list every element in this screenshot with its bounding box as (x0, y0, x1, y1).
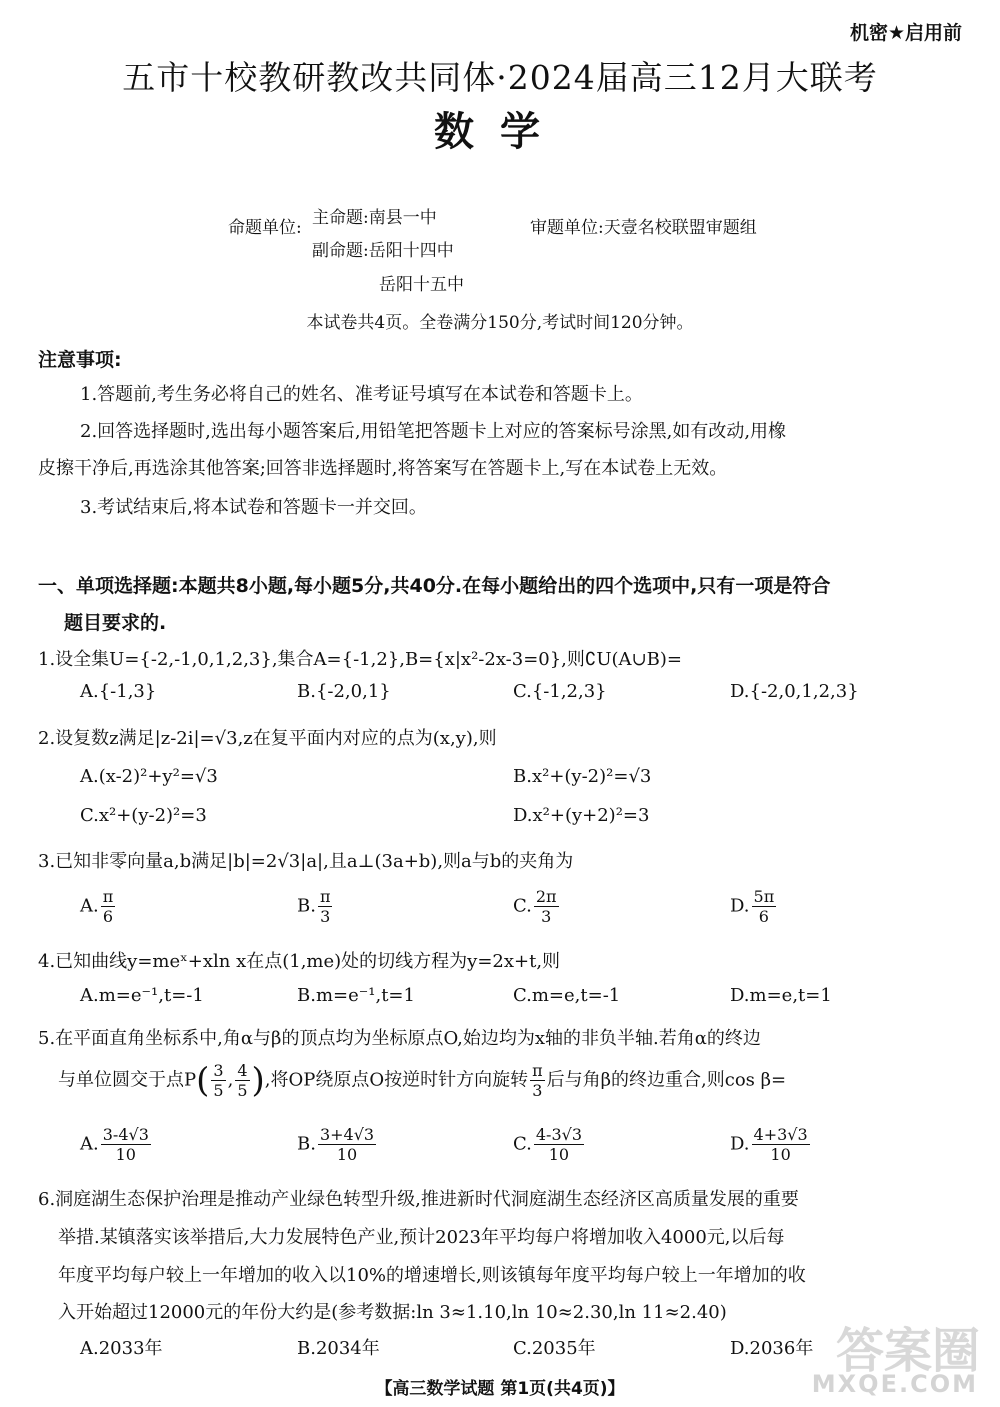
numerator: 4-3√3 (535, 1125, 582, 1144)
fraction (235, 1061, 249, 1100)
denominator: 3 (541, 907, 552, 926)
q1-option-c: C.{-1,2,3} (513, 681, 607, 702)
review-unit: 审题单位:天壹名校联盟审题组 (530, 218, 757, 238)
question-4-stem: 4.已知曲线y=meˣ+xln x在点(1,me)处的切线方程为y=2x+t,则 (38, 951, 561, 972)
numerator: 2π (535, 887, 557, 906)
question-5-line2 (58, 1061, 786, 1100)
fraction (752, 1125, 810, 1164)
q2-option-b: B.x²+(y-2)²=√3 (513, 766, 652, 787)
question-3-stem: 3.已知非零向量a,b满足|b|=2√3|a|,且a⊥(3a+b),则a与b的夹角为 (38, 851, 574, 872)
question-6-line1: 6.洞庭湖生态保护治理是推动产业绿色转型升级,推进新时代洞庭湖生态经济区高质量发展的重要 (38, 1189, 799, 1210)
q6-option-c: C.2035年 (513, 1338, 596, 1359)
q3-option-d (730, 887, 778, 926)
q5-text-b: ,将OP绕原点O按逆时针方向旋转 (264, 1069, 529, 1091)
denominator: 6 (758, 907, 769, 926)
denominator: 10 (770, 1145, 791, 1164)
exam-info: 本试卷共4页。全卷满分150分,考试时间120分钟。 (306, 313, 694, 333)
option-letter: D. (730, 1133, 750, 1155)
vice-setter-2: 岳阳十五中 (379, 275, 464, 295)
numerator: 3+4√3 (319, 1125, 375, 1144)
q5-text-a: 与单位圆交于点P (58, 1069, 197, 1091)
denominator: 5 (213, 1081, 224, 1100)
q5-option-b (297, 1125, 378, 1164)
q3-option-a (80, 887, 117, 926)
fraction (101, 887, 116, 926)
q5-option-d (730, 1125, 812, 1164)
question-6-line3: 年度平均每户较上一年增加的收入以10%的增速增长,则该镇每年度平均每户较上一年增加的收 (58, 1265, 806, 1286)
q5-option-c (513, 1125, 586, 1164)
fraction (534, 1125, 584, 1164)
numerator: 3 (213, 1061, 224, 1080)
q5-option-a (80, 1125, 153, 1164)
watermark-url: MXQE.COM (811, 1370, 978, 1398)
numerator: 4+3√3 (753, 1125, 808, 1144)
q1-option-d: D.{-2,0,1,2,3} (730, 681, 859, 702)
q4-option-b: B.m=e⁻¹,t=1 (297, 985, 415, 1006)
numerator: 4 (237, 1061, 248, 1080)
vice-setter: 副命题:岳阳十四中 (312, 241, 454, 261)
footer-text: 【高三数学试题 第1页(共4页)】 (375, 1379, 625, 1399)
q1-option-b: B.{-2,0,1} (297, 681, 391, 702)
section-heading (38, 568, 830, 642)
denominator: 5 (237, 1081, 248, 1100)
question-6-line2: 举措.某镇落实该举措后,大力发展特色产业,预计2023年平均每户将增加收入4000元,以后每 (58, 1227, 785, 1248)
fraction (534, 887, 559, 926)
denominator: 10 (336, 1145, 358, 1164)
denominator: 3 (532, 1081, 543, 1100)
exam-title: 五市十校教研教改共同体·2024届高三12月大联考 (122, 58, 878, 97)
denominator: 10 (115, 1145, 136, 1164)
q5-text-c: 后与角β的终边重合,则cos β= (546, 1069, 787, 1091)
option-letter: A. (80, 1133, 99, 1155)
option-letter: B. (297, 895, 316, 917)
confidential-label: 机密★启用前 (849, 22, 962, 44)
numerator: π (102, 887, 114, 906)
fraction (752, 887, 777, 926)
fraction (318, 1125, 376, 1164)
option-letter: A. (80, 895, 99, 917)
numerator: π (319, 887, 331, 906)
question-1-stem: 1.设全集U={-2,-1,0,1,2,3},集合A={-1,2},B={x|x²-2x-3=0},则∁U(A∪B)= (38, 649, 682, 670)
q2-option-c: C.x²+(y-2)²=3 (80, 805, 207, 826)
denominator: 10 (548, 1145, 570, 1164)
fraction (530, 1061, 545, 1100)
numerator: π (532, 1061, 543, 1080)
q6-option-b: B.2034年 (297, 1338, 380, 1359)
question-5-line1: 5.在平面直角坐标系中,角α与β的顶点均为坐标原点O,始边均为x轴的非负半轴.若角α的终边 (38, 1028, 761, 1049)
option-letter: D. (730, 895, 750, 917)
unit-label: 命题单位: (228, 218, 302, 238)
question-6-line4: 入开始超过12000元的年份大约是(参考数据:ln 3≈1.10,ln 10≈2.30,ln 11≈2.40) (58, 1302, 727, 1323)
option-letter: B. (297, 1133, 316, 1155)
q3-option-b (297, 887, 334, 926)
q3-option-c (513, 887, 561, 926)
notes-heading: 注意事项: (38, 349, 122, 371)
q4-option-c: C.m=e,t=-1 (513, 985, 621, 1006)
numerator: 5π (753, 887, 775, 906)
page-footer (0, 1374, 1000, 1399)
left-paren: ( (196, 1060, 210, 1101)
fraction (318, 887, 333, 926)
watermark-logo: 答案圈 (835, 1323, 980, 1379)
option-letter: C. (513, 1133, 532, 1155)
fraction (211, 1061, 225, 1100)
denominator: 6 (102, 907, 114, 926)
note-item-continued: 皮擦干净后,再选涂其他答案;回答非选择题时,将答案写在答题卡上,写在本试卷上无效。 (38, 458, 728, 479)
q1-option-a: A.{-1,3} (80, 681, 157, 702)
q2-option-d: D.x²+(y+2)²=3 (513, 805, 650, 826)
fraction (101, 1125, 151, 1164)
subject-title: 数学 (434, 108, 566, 155)
q4-option-a: A.m=e⁻¹,t=-1 (80, 985, 204, 1006)
section-heading-line1: 一、单项选择题:本题共8小题,每小题5分,共40分.在每小题给出的四个选项中,只有一项是符合 (38, 575, 831, 597)
note-item: 3.考试结束后,将本试卷和答题卡一并交回。 (80, 497, 427, 518)
section-heading-line2: 题目要求的. (64, 612, 167, 634)
q6-option-a: A.2033年 (80, 1338, 163, 1359)
q4-option-d: D.m=e,t=1 (730, 985, 832, 1006)
main-setter: 主命题:南县一中 (312, 208, 437, 228)
denominator: 3 (320, 907, 331, 926)
q6-option-d: D.2036年 (730, 1338, 814, 1359)
numerator: 3-4√3 (102, 1125, 149, 1144)
comma: , (227, 1069, 234, 1091)
right-paren: ) (251, 1060, 265, 1101)
question-2-stem: 2.设复数z满足|z-2i|=√3,z在复平面内对应的点为(x,y),则 (38, 728, 497, 749)
note-item: 2.回答选择题时,选出每小题答案后,用铅笔把答题卡上对应的答案标号涂黑,如有改动,用橡 (80, 421, 787, 442)
q2-option-a: A.(x-2)²+y²=√3 (80, 766, 218, 787)
option-letter: C. (513, 895, 532, 917)
note-item: 1.答题前,考生务必将自己的姓名、准考证号填写在本试卷和答题卡上。 (80, 384, 643, 405)
